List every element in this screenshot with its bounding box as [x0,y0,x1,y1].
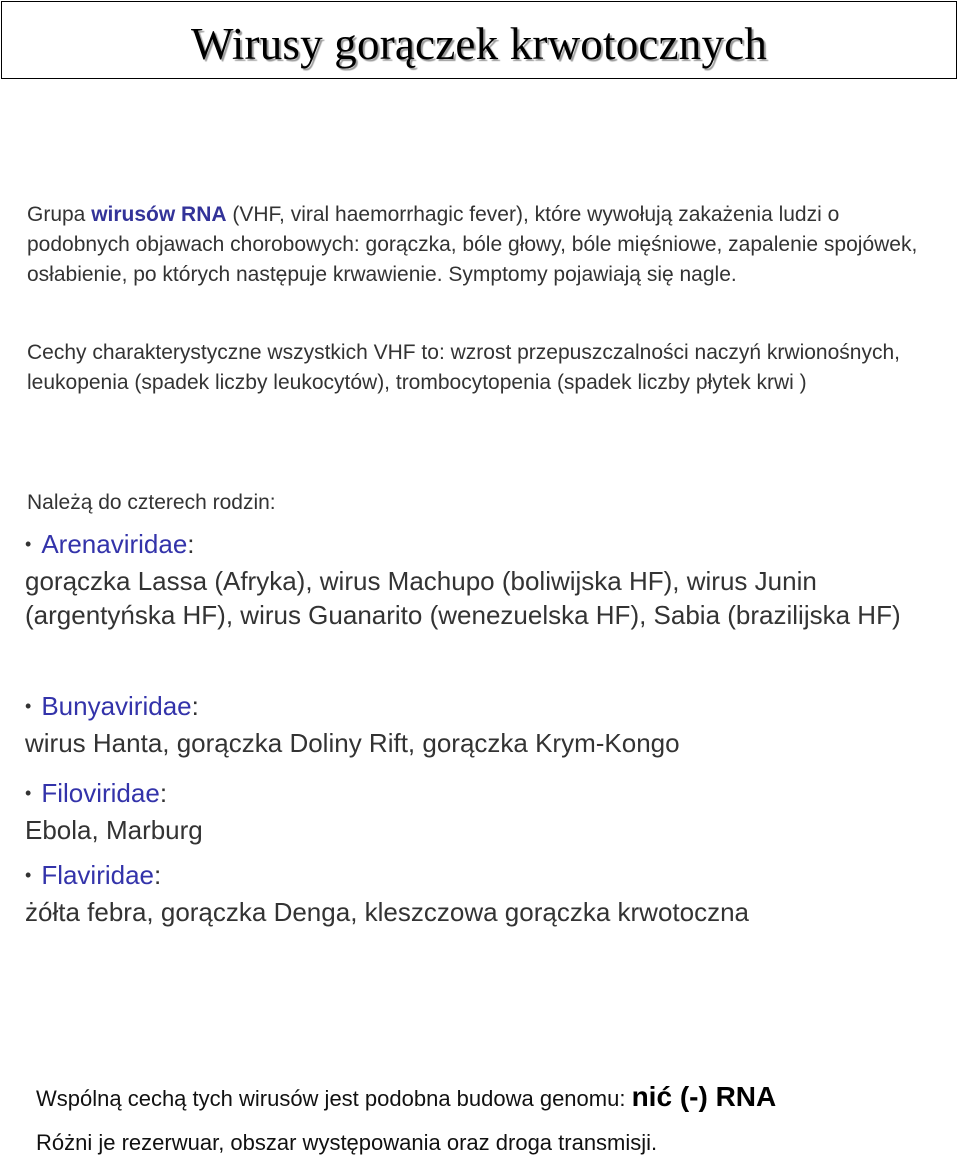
family-colon: : [187,529,195,559]
footer-differences: Różni je rezerwuar, obszar występowania oraz droga transmisji. [36,1130,658,1155]
family-name: Filoviridae [41,778,160,808]
page-title: Wirusy gorączek krwotocznych [190,19,768,69]
family-heading [25,776,945,813]
title-box [1,1,957,79]
bullet-icon: • [25,783,32,803]
family-arenaviridae [25,527,945,632]
family-heading [25,858,945,895]
intro-paragraph [27,200,942,290]
family-name: Flaviridae [41,860,155,890]
footer-genome-text: Wspólną cechą tych wirusów jest podobna budowa genomu: [36,1086,632,1111]
family-filoviridae [25,776,945,847]
bullet-icon: • [25,865,32,885]
family-heading [25,689,945,726]
family-examples: żółta febra, gorączka Denga, kleszczowa gorączka krwotoczna [25,897,750,927]
intro-rest: (VHF, viral haemorrhagic fever), które wywołują zakażenia ludzi o podobnych objawach chorobowych: gorączka, bóle głowy, bóle mięśniowe, zapalenie spojówek, osłabienie, po których następuje krwawienie. Symptomy pojawiają się nagle. [27,203,918,286]
family-flaviridae [25,858,945,929]
family-colon: : [154,860,162,890]
family-examples: wirus Hanta, gorączka Doliny Rift, gorączka Krym-Kongo [25,728,680,758]
bullet-icon: • [25,696,32,716]
family-examples: Ebola, Marburg [25,815,203,845]
footer-genome [36,1078,936,1118]
footer-genome-emphasis: nić (-) RNA [631,1081,777,1112]
family-examples: gorączka Lassa (Afryka), wirus Machupo (boliwijska HF), wirus Junin (argentyńska HF), wirus Guanarito (wenezuelska HF), Sabia (brazilijska HF) [25,566,901,630]
intro-lead: Grupa [27,203,92,226]
family-colon: : [191,691,199,721]
intro-highlight: wirusów RNA [91,203,227,226]
family-heading [25,527,945,564]
family-colon: : [159,778,168,808]
family-name: Arenaviridae [41,529,188,559]
family-bunyaviridae [25,689,945,760]
characteristics-paragraph: Cechy charakterystyczne wszystkich VHF to: wzrost przepuszczalności naczyń krwionośnych, leukopenia (spadek liczby leukocytów), trombocytopenia (spadek liczby płytek krwi ) [27,341,900,394]
bullet-icon: • [25,534,32,554]
family-name: Bunyaviridae [41,691,192,721]
families-intro: Należą do czterech rodzin: [27,491,276,514]
